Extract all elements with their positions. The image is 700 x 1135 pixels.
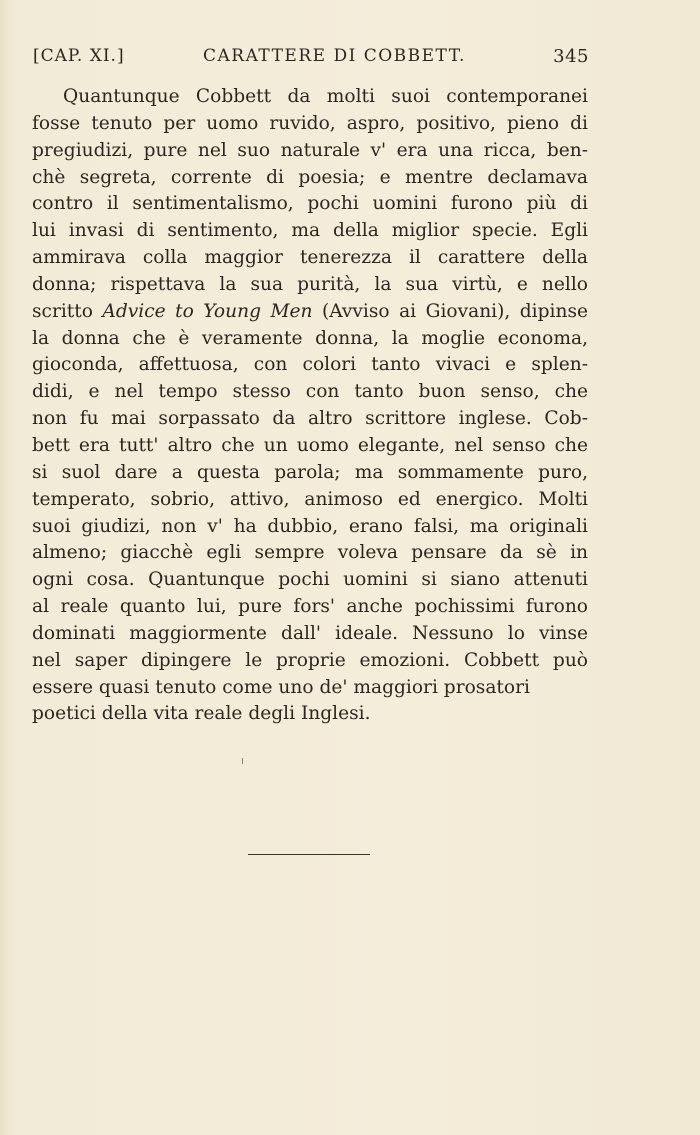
- text-segment: scritto: [32, 300, 103, 322]
- body-paragraph: [32, 84, 588, 728]
- paper-speck: [242, 758, 243, 764]
- text-line: gioconda, affettuosa, con colori tanto vivaci e splen-: [32, 354, 588, 376]
- text-line: ogni cosa. Quantunque pochi uomini si siano attenuti: [32, 569, 588, 591]
- text-line: chè segreta, corrente di poesia; e mentre declamava: [32, 166, 588, 188]
- text-line: si suol dare a questa parola; ma sommamente puro,: [32, 461, 588, 483]
- chapter-title: CARATTERE DI COBBETT.: [203, 46, 466, 66]
- text-line: lui invasi di sentimento, ma della miglior specie. Egli: [32, 220, 588, 242]
- text-line: la donna che è veramente donna, la moglie economa,: [32, 327, 588, 349]
- book-title: Advice to Young Men: [102, 300, 313, 322]
- text-line: al reale quanto lui, pure fors' anche pochissimi furono: [32, 596, 588, 618]
- text-line: pregiudizi, pure nel suo naturale v' era una ricca, ben-: [32, 139, 588, 161]
- text-line: fosse tenuto per uomo ruvido, aspro, positivo, pieno di: [32, 112, 588, 134]
- text-line: donna; rispettava la sua purità, la sua virtù, e nello: [32, 273, 588, 295]
- text-line: ammirava colla maggior tenerezza il carattere della: [32, 247, 588, 269]
- text-line: dominati maggiormente dall' ideale. Nessuno lo vinse: [32, 622, 588, 644]
- text-line: non fu mai sorpassato da altro scrittore inglese. Cob-: [32, 408, 588, 430]
- running-head: [33, 46, 589, 76]
- text-line: temperato, sobrio, attivo, animoso ed energico. Molti: [32, 488, 588, 510]
- text-line: didi, e nel tempo stesso con tanto buon senso, che: [32, 381, 588, 403]
- text-segment: (Avviso ai Giovani), dipinse: [312, 300, 588, 322]
- text-line: contro il sentimentalismo, pochi uomini furono più di: [32, 193, 588, 215]
- text-line: Quantunque Cobbett da molti suoi contemporanei: [63, 86, 588, 107]
- text-line: almeno; giacchè egli sempre voleva pensare da sè in: [32, 542, 588, 564]
- text-line: essere quasi tenuto come uno de' maggiori prosatori: [32, 676, 530, 698]
- chapter-label: [CAP. XI.]: [33, 46, 125, 66]
- text-line: bett era tutt' altro che un uomo elegante, nel senso che: [32, 434, 588, 456]
- text-line-with-title: [32, 299, 588, 326]
- text-line: suoi giudizi, non v' ha dubbio, erano falsi, ma originali: [32, 515, 588, 537]
- text-line-final: poetici della vita reale degli Inglesi.: [32, 703, 371, 725]
- section-end-rule: [248, 854, 370, 855]
- text-line: nel saper dipingere le proprie emozioni. Cobbett può: [32, 649, 588, 671]
- page-number: 345: [553, 46, 589, 67]
